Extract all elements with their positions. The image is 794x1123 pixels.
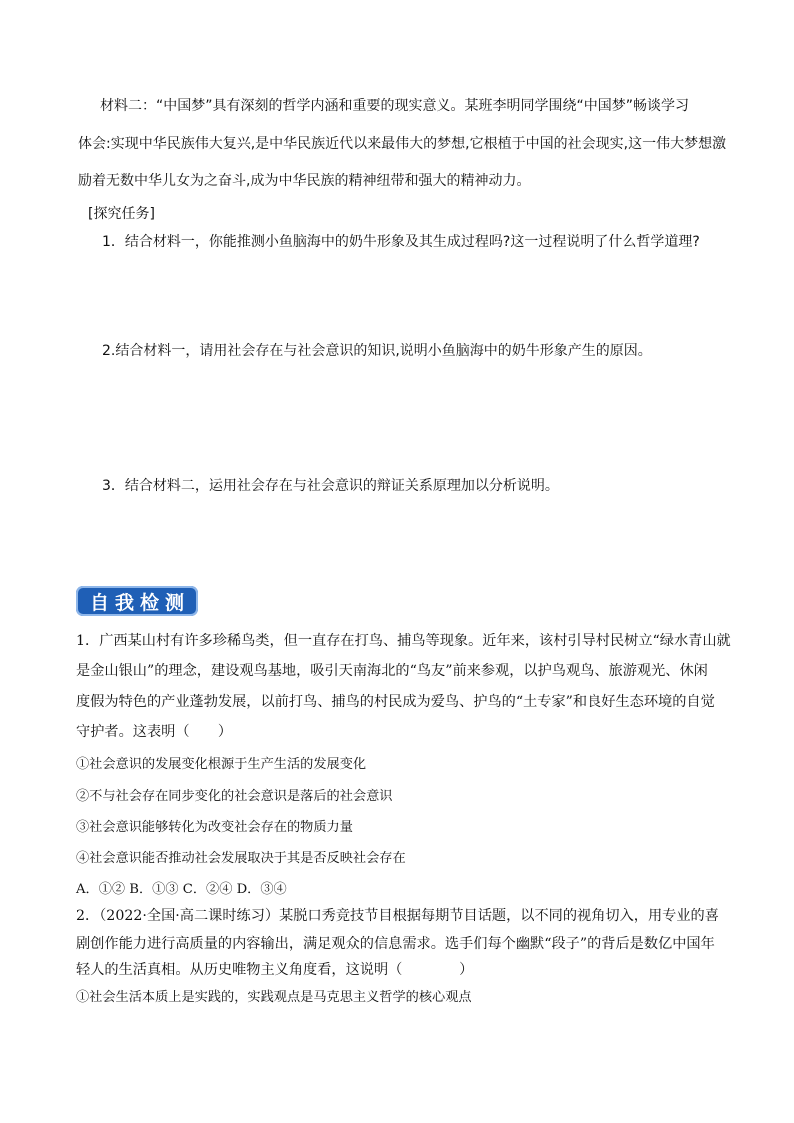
self-test-badge-label: 自我检测 bbox=[89, 591, 190, 614]
material2-line1: 材料二：“中国梦”具有深刻的哲学内涵和重要的现实意义。某班李明同学围绕“中国梦”畅谈学习 bbox=[100, 98, 690, 114]
question1-line4: 守护者。这表明（ ） bbox=[76, 724, 233, 740]
question1-choices: A．①② B．①③ C．②④ D．③④ bbox=[76, 882, 287, 897]
question2-line1: 2．（2022·全国·高二课时练习）某脱口秀竞技节目根据每期节目话题，以不同的视角切入，用专业的喜 bbox=[76, 908, 719, 924]
self-test-badge bbox=[76, 586, 198, 616]
question2-option-1: ①社会生活本质上是实践的，实践观点是马克思主义哲学的核心观点 bbox=[76, 990, 472, 1005]
material2-line2: 体会:实现中华民族伟大复兴,是中华民族近代以来最伟大的梦想,它根植于中国的社会现实,这一伟大梦想激 bbox=[78, 136, 727, 152]
question1-option-1: ①社会意识的发展变化根源于生产生活的发展变化 bbox=[76, 757, 367, 772]
question1-option-4: ④社会意识能否推动社会发展取决于其是否反映社会存在 bbox=[76, 851, 406, 866]
question1-option-2: ②不与社会存在同步变化的社会意识是落后的社会意识 bbox=[76, 789, 393, 804]
question2-line3: 轻人的生活真相。从历史唯物主义角度看，这说明（ ） bbox=[76, 962, 474, 978]
question2-line2: 剧创作能力进行高质量的内容输出，满足观众的信息需求。选手们每个幽默“段子”的背后是数亿中国年 bbox=[76, 936, 715, 952]
task-question-3: 3．结合材料二，运用社会存在与社会意识的辩证关系原理加以分析说明。 bbox=[102, 478, 559, 494]
material2-line3: 励着无数中华儿女为之奋斗,成为中华民族的精神纽带和强大的精神动力。 bbox=[78, 173, 531, 189]
task-heading: [探究任务] bbox=[88, 206, 155, 222]
task-question-2: 2.结合材料一，请用社会存在与社会意识的知识,说明小鱼脑海中的奶牛形象产生的原因。 bbox=[102, 343, 652, 359]
question1-line2: 是金山银山”的理念，建设观鸟基地，吸引天南海北的“鸟友”前来参观，以护鸟观鸟、旅游观光、休闲 bbox=[76, 663, 708, 679]
question1-line1: 1．广西某山村有许多珍稀鸟类，但一直存在打鸟、捕鸟等现象。近年来，该村引导村民树立“绿水青山就 bbox=[76, 633, 731, 649]
task-question-1: 1．结合材料一，你能推测小鱼脑海中的奶牛形象及其生成过程吗?这一过程说明了什么哲学道理? bbox=[102, 234, 700, 250]
question1-option-3: ③社会意识能够转化为改变社会存在的物质力量 bbox=[76, 820, 353, 835]
question1-line3: 度假为特色的产业蓬勃发展，以前打鸟、捕鸟的村民成为爱鸟、护鸟的“土专家”和良好生态环境的自觉 bbox=[76, 694, 715, 710]
